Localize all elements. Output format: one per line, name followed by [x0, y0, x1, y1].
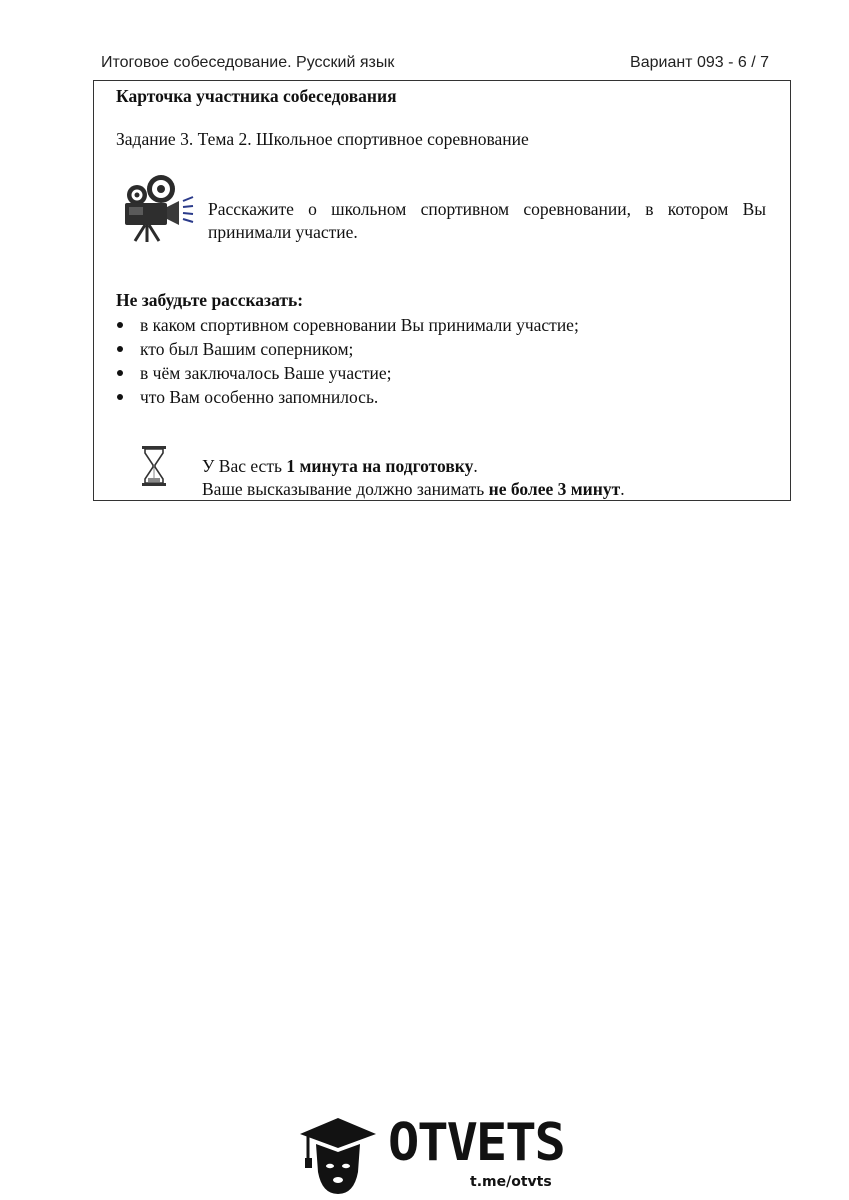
- card-title: Карточка участника собеседования: [116, 86, 397, 106]
- list-item: кто был Вашим соперником;: [116, 338, 579, 362]
- prep-time-line: У Вас есть 1 минута на подготовку.: [202, 456, 478, 476]
- remember-list: [116, 314, 579, 410]
- list-item: что Вам особенно запомнилось.: [116, 386, 579, 410]
- logo-url: t.me/otvts: [470, 1174, 552, 1190]
- bullet-dot-icon: [117, 370, 123, 376]
- mascot-icon: [298, 1114, 380, 1196]
- film-camera-icon: [121, 173, 195, 243]
- bullet-dot-icon: [117, 346, 123, 352]
- task-prompt: Расскажите о школьном спортивном соревновании, в котором Вы принимали участие.: [208, 199, 766, 242]
- logo-wordmark: OTVETS: [388, 1113, 564, 1173]
- list-item: в каком спортивном соревновании Вы принимали участие;: [116, 314, 579, 338]
- participant-card: [93, 80, 791, 501]
- bullet-dot-icon: [117, 394, 123, 400]
- task-line: Задание 3. Тема 2. Школьное спортивное соревнование: [116, 129, 529, 149]
- answer-time-line: Ваше высказывание должно занимать не более 3 минут.: [202, 479, 625, 499]
- list-item: в чём заключалось Ваше участие;: [116, 362, 579, 386]
- header-variant-page: Вариант 093 - 6 / 7: [630, 54, 769, 71]
- time-info: [202, 455, 625, 501]
- bullet-dot-icon: [117, 322, 123, 328]
- header-exam-title: Итоговое собеседование. Русский язык: [101, 54, 395, 71]
- hourglass-icon: [141, 445, 167, 487]
- otvets-logo: [298, 1112, 564, 1198]
- remember-title: Не забудьте рассказать:: [116, 290, 304, 310]
